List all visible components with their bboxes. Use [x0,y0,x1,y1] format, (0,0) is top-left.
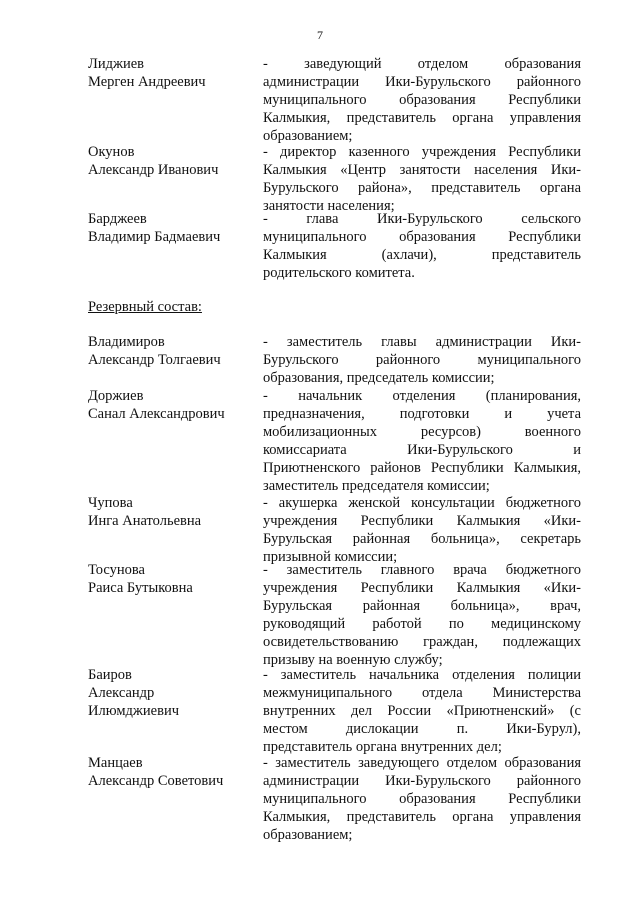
member-name [88,210,258,246]
member-name-line: Раиса Бутыковна [88,580,193,596]
member-description-line: - акушерка женской консультации бюджетного [263,495,581,511]
member-description-line: учреждения Республики Калмыкия «Ики- [263,580,581,596]
member-description [263,333,581,387]
member-name-line: Владимир Бадмаевич [88,229,221,245]
member-name [88,55,258,91]
member-description-line: образования, председатель комиссии; [263,370,495,386]
page-number: 7 [317,28,323,42]
member-name-line: Александр Толгаевич [88,352,221,368]
reserve-section-title: Резервный состав: [88,299,202,315]
member-description-line: межмуниципального отдела Министерства [263,685,581,701]
member-description-line: Приютненского районов Республики Калмыкия, [263,460,581,476]
member-description-line: - заместитель начальника отделения полиции [263,667,581,683]
member-description [263,55,581,145]
member-description-line: - глава Ики-Бурульского сельского [263,211,581,227]
member-description-line: - заведующий отделом образования [263,56,581,72]
member-description-line: внутренних дел России «Приютненский» (с [263,703,581,719]
member-description-line: родительского комитета. [263,265,415,281]
member-name-line: Тосунова [88,562,145,578]
member-description-line: призыву на военную службу; [263,652,443,668]
member-description-line: - начальник отделения (планирования, [263,388,581,404]
member-name-line: Владимиров [88,334,165,350]
member-description-line: Калмыкия (ахлачи), представитель [263,247,581,263]
member-description-line: Калмыкия, представитель органа управления [263,110,581,126]
member-name [88,494,258,530]
member-description-line: - заместитель заведующего отделом образования [263,755,581,771]
member-description [263,666,581,756]
member-description-line: Бурульская районная больница», врач, [263,598,581,614]
member-description-line: Калмыкия, представитель органа управления [263,809,581,825]
member-name [88,143,258,179]
member-name [88,561,258,597]
member-name-line: Александр [88,685,155,701]
member-description-line: администрации Ики-Бурульского районного [263,74,581,90]
member-name-line: Барджеев [88,211,147,227]
member-description-line: - директор казенного учреждения Республики [263,144,581,160]
member-name-line: Санал Александрович [88,406,225,422]
member-name [88,754,258,790]
member-description-line: муниципального образования Республики [263,92,581,108]
member-description [263,754,581,844]
member-description-line: учреждения Республики Калмыкия «Ики- [263,513,581,529]
member-name-line: Лиджиев [88,56,145,72]
member-description-line: мобилизационных ресурсов) военного [263,424,581,440]
member-name-line: Мерген Андреевич [88,74,206,90]
member-name-line: Баиров [88,667,132,683]
member-description [263,210,581,282]
member-description-line: представитель органа внутренних дел; [263,739,502,755]
member-name-line: Доржиев [88,388,144,404]
member-name [88,333,258,369]
member-description-line: - заместитель главного врача бюджетного [263,562,581,578]
member-name-line: Инга Анатольевна [88,513,202,529]
member-description-line: муниципального образования Республики [263,791,581,807]
member-description-line: местом дислокации п. Ики-Бурул), [263,721,581,737]
member-description-line: предназначения, подготовки и учета [263,406,581,422]
member-description [263,494,581,566]
member-name [88,666,258,720]
member-name-line: Александр Иванович [88,162,219,178]
member-description-line: администрации Ики-Бурульского районного [263,773,581,789]
member-description-line: занятости населения; [263,198,395,214]
member-name-line: Манцаев [88,755,143,771]
member-description-line: освидетельствованию граждан, подлежащих [263,634,581,650]
member-description-line: - заместитель главы администрации Ики- [263,334,581,350]
member-description [263,143,581,215]
member-description-line: образованием; [263,827,353,843]
member-description-line: Бурульского района», представитель органа [263,180,581,196]
member-name-line: Окунов [88,144,135,160]
member-description-line: Бурульская районная больница», секретарь [263,531,581,547]
member-description-line: муниципального образования Республики [263,229,581,245]
member-description-line: заместитель председателя комиссии; [263,478,490,494]
member-description-line: призывной комиссии; [263,549,398,565]
member-name-line: Александр Советович [88,773,224,789]
member-name [88,387,258,423]
member-description [263,561,581,669]
member-name-line: Илюмджиевич [88,703,180,719]
member-name-line: Чупова [88,495,133,511]
member-description-line: образованием; [263,128,353,144]
member-description-line: Бурульского районного муниципального [263,352,581,368]
member-description-line: Калмыкия «Центр занятости населения Ики- [263,162,581,178]
member-description [263,387,581,495]
member-description-line: руководящий работой по медицинскому [263,616,581,632]
member-description-line: комиссариата Ики-Бурульского и [263,442,581,458]
